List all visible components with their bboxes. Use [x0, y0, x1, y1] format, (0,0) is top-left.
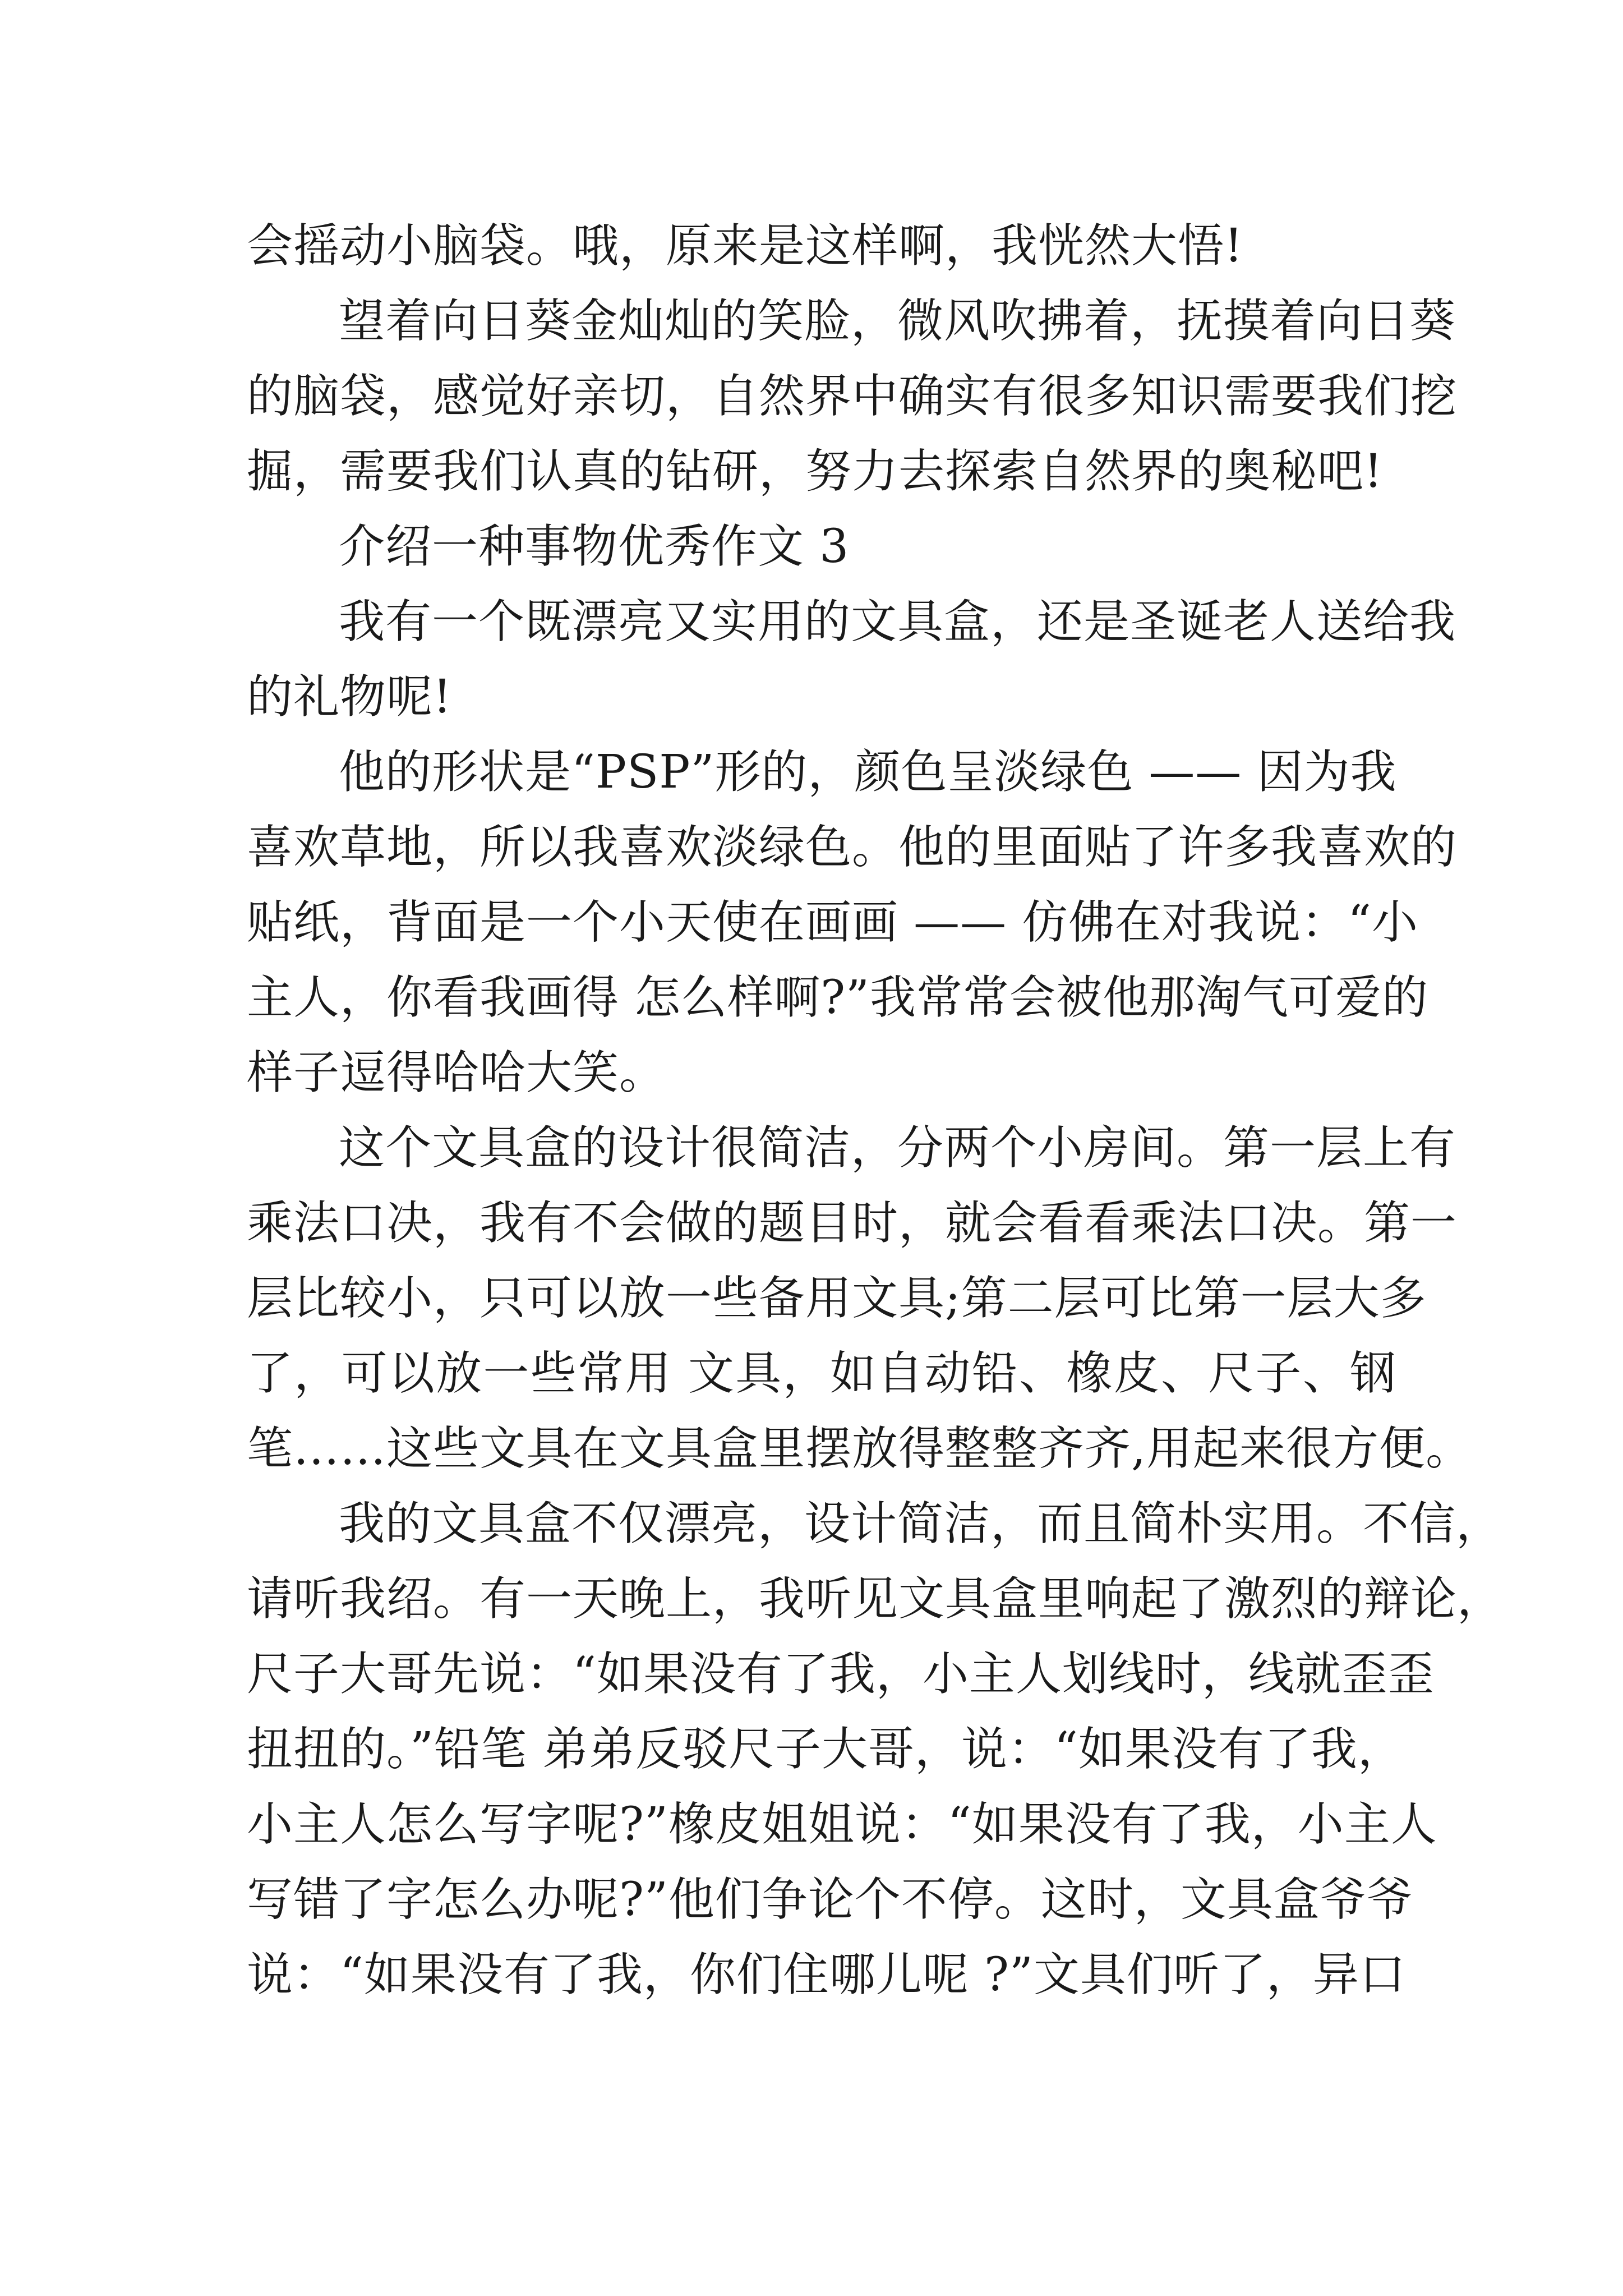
text-line: 写错了字怎么办呢?”他们争论个不停。这时，文具盒爷爷 [247, 1873, 1413, 1926]
text-line: 的礼物呢! [247, 670, 452, 724]
text-line: 尺子大哥先说：“如果没有了我，小主人划线时，线就歪歪 [247, 1648, 1435, 1701]
text-line: 说：“如果没有了我，你们住哪儿呢 ?”文具们听了，异口 [247, 1948, 1406, 2001]
text-line: 请听我绍。有一天晚上，我听见文具盒里响起了激烈的辩论， [247, 1572, 1504, 1626]
text-line: 样子逗得哈哈大笑。 [247, 1046, 666, 1099]
text-line: 喜欢草地，所以我喜欢淡绿色。他的里面贴了许多我喜欢的 [247, 821, 1458, 874]
text-line: 小主人怎么写字呢?”橡皮姐姐说：“如果没有了我，小主人 [247, 1798, 1437, 1851]
text-line: 我的文具盒不仅漂亮，设计简洁，而且简朴实用。不信， [339, 1497, 1503, 1550]
text-line: 贴纸，背面是一个小天使在画画 —— 仿佛在对我说：“小 [247, 896, 1419, 949]
text-line: 掘，需要我们认真的钻研，努力去探索自然界的奥秘吧! [247, 445, 1383, 498]
essay-body [247, 209, 1504, 2013]
text-line: 了，可以放一些常用 文具，如自动铅、橡皮、尺子、钢 [247, 1347, 1396, 1400]
text-line: 主人，你看我画得 怎么样啊?”我常常会被他那淘气可爱的 [247, 971, 1428, 1024]
text-line: 我有一个既漂亮又实用的文具盒，还是圣诞老人送给我 [339, 595, 1456, 648]
text-line: 的脑袋，感觉好亲切，自然界中确实有很多知识需要我们挖 [247, 370, 1458, 423]
text-line: 他的形状是“PSP”形的，颜色呈淡绿色 —— 因为我 [339, 746, 1397, 799]
text-line: 这个文具盒的设计很简洁，分两个小房间。第一层上有 [339, 1121, 1456, 1175]
text-line: 会摇动小脑袋。哦，原来是这样啊，我恍然大悟! [247, 219, 1243, 273]
section-heading: 介绍一种事物优秀作文 3 [339, 520, 850, 573]
text-line: 望着向日葵金灿灿的笑脸，微风吹拂着，抚摸着向日葵 [339, 295, 1456, 348]
text-line: 乘法口决，我有不会做的题目时，就会看看乘法口决。第一 [247, 1197, 1458, 1250]
text-line: 层比较小，只可以放一些备用文具;第二层可比第一层大多 [247, 1272, 1427, 1325]
text-line: 扭扭的。”铅笔 弟弟反驳尺子大哥，说：“如果没有了我， [247, 1723, 1404, 1776]
text-line: 笔……这些文具在文具盒里摆放得整整齐齐,用起来很方便。 [247, 1422, 1473, 1475]
